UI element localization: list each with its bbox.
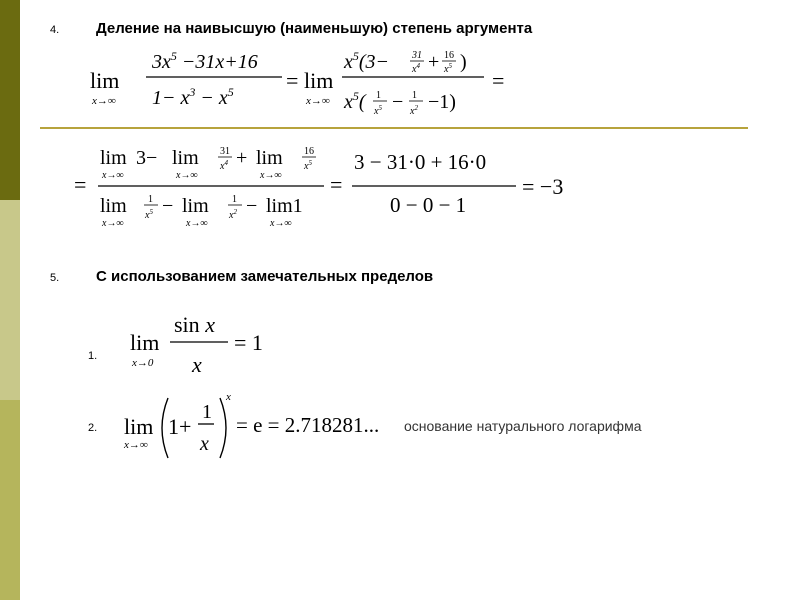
f3-num-lim-a: lim: [100, 147, 127, 169]
svg-text:x→∞: x→∞: [176, 170, 198, 181]
subitem-2-number: 2.: [88, 422, 98, 434]
svg-text:x→∞: x→∞: [186, 218, 208, 229]
horizontal-rule: [40, 127, 748, 129]
svg-text:+: +: [428, 51, 440, 73]
svg-text:x5: $x^5$: [444, 62, 452, 75]
svg-text:+: +: [236, 147, 248, 169]
svg-text:lim: lim: [182, 195, 209, 217]
svg-text:): ): [460, 51, 467, 73]
svg-text:x→∞: x→∞: [102, 170, 124, 181]
formula-line-2: [70, 140, 580, 236]
svg-text:lim: lim: [130, 330, 160, 355]
svg-text:x→∞: x→∞: [102, 218, 124, 229]
svg-text:x→∞: x→∞: [270, 218, 292, 229]
result-value: = −3: [522, 174, 564, 199]
svg-text:= 1: = 1: [234, 330, 263, 355]
lim-2: lim: [304, 68, 334, 93]
item-4-heading: Деление на наивысшую (наименьшую) степень аргумента: [96, 20, 533, 37]
item-5-heading: С использованием замечательных пределов: [96, 268, 434, 285]
formula-line-1: [86, 46, 516, 128]
lim-2-sub: x→∞: [306, 95, 330, 107]
item-4-number: 4.: [50, 24, 60, 36]
e-value: = e = 2.718281...: [236, 413, 380, 437]
svg-text:1: 1: [202, 401, 212, 423]
svg-text:1: 1: [412, 90, 417, 101]
svg-text:x2: $x^2$: [410, 104, 418, 117]
svg-text:−: −: [162, 195, 174, 217]
svg-text:1: 1: [148, 194, 153, 205]
sidebar-stripe-bottom: [0, 400, 20, 600]
svg-text:x5: $x^5$: [304, 159, 312, 172]
svg-text:−: −: [392, 91, 404, 113]
svg-text:1: 1: [376, 90, 381, 101]
eq-3: =: [74, 172, 87, 197]
svg-text:−: −: [246, 195, 258, 217]
svg-text:x5: $x^5$: [145, 208, 153, 221]
f1-denominator: $1- x^3 - x^5$: [152, 85, 234, 109]
svg-text:x2: $x^2$: [229, 208, 237, 221]
svg-text:lim: lim: [172, 147, 199, 169]
f2-numerator: $x^5(3-$: [344, 49, 390, 73]
lim-1: lim: [90, 68, 120, 93]
svg-text:31: 31: [220, 146, 230, 157]
f1-numerator: $3x^5 -31x+16$: [152, 49, 258, 73]
svg-text:x→∞: x→∞: [124, 439, 148, 451]
eq-4: =: [330, 172, 343, 197]
svg-text:x4: $x^4$: [220, 159, 228, 172]
f4-denominator: 0 − 0 − 1: [390, 193, 467, 217]
svg-text:1+: 1+: [168, 414, 192, 439]
svg-text:x: x: [200, 433, 209, 455]
subitem-1-number: 1.: [88, 350, 98, 362]
f3-den-lim-a: lim: [100, 195, 127, 217]
svg-text:x→∞: x→∞: [260, 170, 282, 181]
svg-text:x5: $x^5$: [374, 104, 382, 117]
svg-text:sin x: sin x: [174, 312, 215, 337]
svg-text:1: 1: [232, 194, 237, 205]
sidebar-stripe-middle: [0, 200, 20, 400]
svg-text:lim: lim: [256, 147, 283, 169]
natural-log-base-note: основание натурального логарифма: [404, 418, 642, 434]
svg-text:x: x: [226, 391, 231, 403]
eq-1: =: [286, 68, 299, 93]
svg-text:−1): −1): [428, 91, 456, 113]
lim-1-sub: x→∞: [92, 95, 116, 107]
svg-text:x4: $x^4$: [412, 62, 420, 75]
svg-text:x: x: [192, 352, 202, 377]
sidebar-stripe-top: [0, 0, 20, 200]
svg-text:31: 31: [412, 50, 422, 61]
svg-text:16: 16: [304, 146, 314, 157]
item-5-number: 5.: [50, 272, 60, 284]
svg-text:16: 16: [444, 50, 454, 61]
formula-sin-limit: [126, 308, 286, 380]
svg-text:3−: 3−: [136, 147, 158, 169]
svg-text:lim: lim: [124, 414, 154, 439]
f4-numerator: 3 − 31·0 + 16·0: [354, 150, 487, 174]
svg-text:lim1: lim1: [266, 195, 303, 217]
f2-denominator: $x^5$(: [344, 89, 366, 113]
eq-2: =: [492, 68, 505, 93]
svg-text:x→0: x→0: [132, 357, 154, 369]
